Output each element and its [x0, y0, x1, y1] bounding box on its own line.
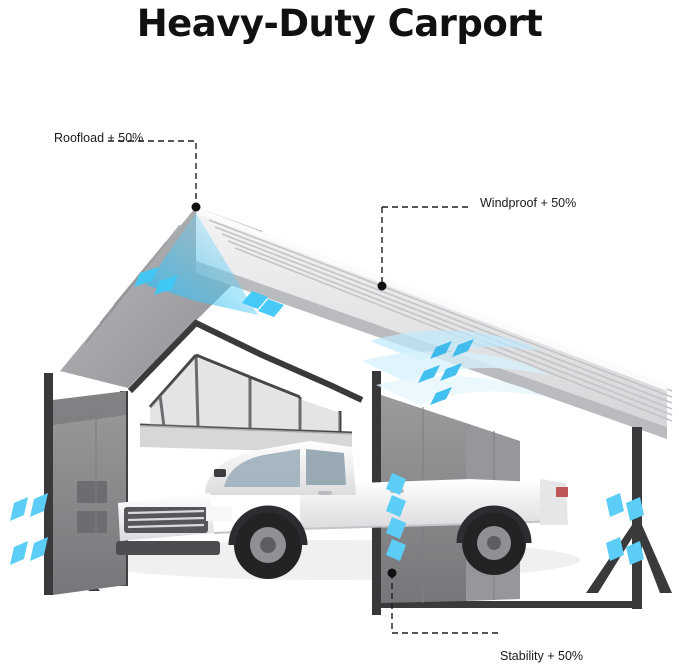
wind-arrows-left — [10, 493, 48, 565]
callout-label-roofload: Roofload + 50% — [54, 131, 144, 145]
chevron-left-icon — [10, 493, 48, 565]
callout-label-stability: Stability + 50% — [500, 649, 584, 663]
carport-front-panels — [140, 357, 352, 453]
carport-illustration — [0, 55, 679, 669]
callout-label-windproof: Windproof + 50% — [480, 196, 577, 210]
stability-anchor-dot — [388, 569, 397, 578]
carport-left-wall-panel — [53, 391, 126, 595]
roofload-anchor-dot — [192, 203, 201, 212]
windproof-anchor-dot — [378, 282, 387, 291]
page-title: Heavy-Duty Carport — [136, 2, 543, 45]
